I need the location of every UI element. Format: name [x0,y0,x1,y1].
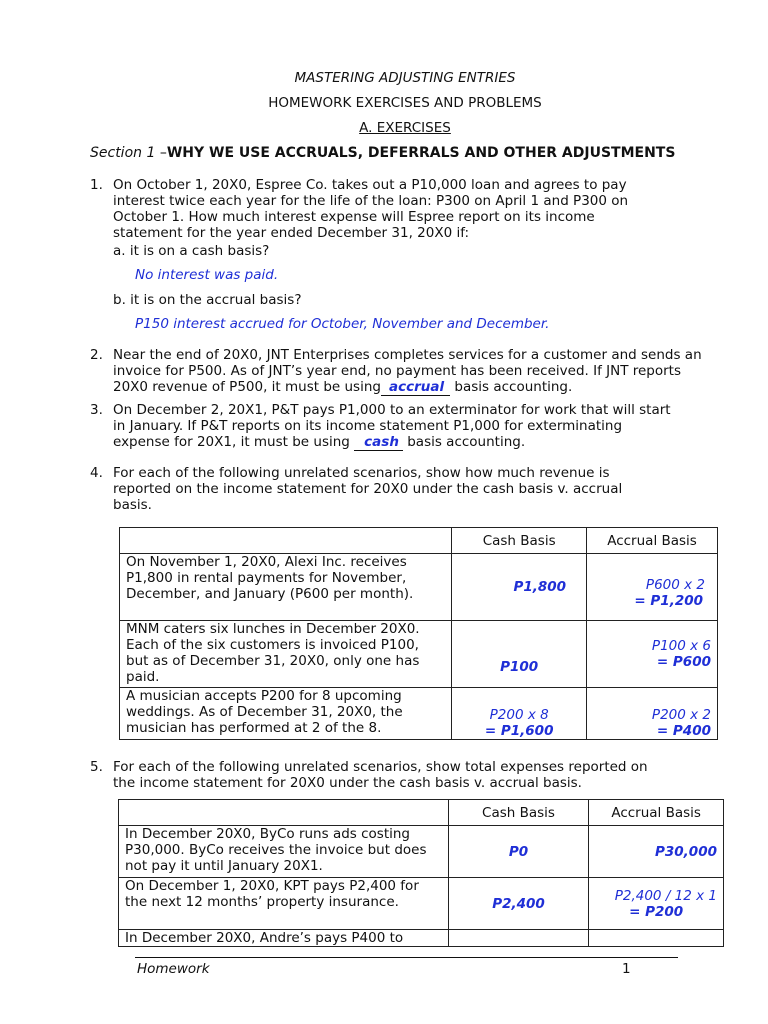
document-title: MASTERING ADJUSTING ENTRIES [294,70,516,86]
cash-cell: P100 [452,621,587,688]
q5-number: 5. [90,759,103,775]
document-subtitle: HOMEWORK EXERCISES AND PROBLEMS [268,95,542,111]
cash-cell [452,688,587,740]
cash-cell [448,930,589,947]
section-label: Section 1 [90,145,156,161]
q2-answer: accrual [381,379,450,396]
accrual-cell [589,878,724,930]
q3-number: 3. [90,402,103,418]
accrual-calc: P600 x 2 [645,577,705,593]
scenario-cell: On November 1, 20X0, Alexi Inc. receives P1,800 in rental payments for November, December, and January (P600 per month). [120,554,452,621]
footer-divider [135,957,678,958]
table-header-scenario [120,528,452,554]
q3-text-before: On December 2, 20X1, P&T pays P1,000 to an exterminator for work that will start in January. If P&T reports on its income statement P1,000 for exterminating expense for 20X1, it must be using [113,402,671,450]
table-header-accrual: Accrual Basis [587,528,718,554]
q5-text: For each of the following unrelated scenarios, show total expenses reported on the income statement for 20X0 under the cash basis v. accrual basis. [113,759,648,791]
q2-text-after: basis accounting. [454,379,573,395]
q1-part-a: a. it is on a cash basis? [113,243,270,259]
table-header-row [120,528,718,554]
q1-text: On October 1, 20X0, Espree Co. takes out a P10,000 loan and agrees to pay interest twice each year for the life of the loan: P300 on April 1 and P300 on October 1. How much interest expense will Espree report on its income statement for the year ended December 31, 20X0 if: [113,177,629,241]
q1-number: 1. [90,177,103,193]
accrual-calc: P100 x 6 [651,638,711,654]
q1-answer-b: P150 interest accrued for October, November and December. [135,316,550,332]
scenario-cell: MNM caters six lunches in December 20X0. Each of the six customers is invoiced P100, but as of December 31, 20X0, only one has paid. [120,621,452,688]
table-header-accrual: Accrual Basis [589,800,724,826]
accrual-result: = P400 [656,723,711,739]
accrual-result: = P600 [656,654,711,670]
accrual-cell [587,621,718,688]
accrual-cell [587,688,718,740]
cash-cell: P2,400 [448,878,589,930]
accrual-result: = P200 [629,903,684,920]
table-row [120,688,718,740]
table-row [120,554,718,621]
q2-number: 2. [90,347,103,363]
q4-number: 4. [90,465,103,481]
scenario-cell: In December 20X0, ByCo runs ads costing P30,000. ByCo receives the invoice but does not pay it until January 20X1. [119,826,449,878]
expense-table [118,799,724,947]
scenario-cell: On December 1, 20X0, KPT pays P2,400 for the next 12 months’ property insurance. [119,878,449,930]
part-heading: A. EXERCISES [359,120,451,136]
accrual-calc: P2,400 / 12 x 1 [614,887,717,904]
q3-text-after: basis accounting. [407,434,526,450]
table-header-scenario [119,800,449,826]
q1-answer-a: No interest was paid. [135,267,279,283]
cash-calc: P200 x 8 [489,707,549,723]
accrual-result: = P1,200 [634,593,703,609]
q1-part-b: b. it is on the accrual basis? [113,292,302,308]
q4-text: For each of the following unrelated scenarios, show how much revenue is reported on the income statement for 20X0 under the cash basis v. accrual basis. [113,465,623,513]
q3-answer: cash [354,434,403,451]
table-row [119,826,724,878]
section-title: WHY WE USE ACCRUALS, DEFERRALS AND OTHER ADJUSTMENTS [166,145,676,161]
section-dash: – [155,145,167,161]
cash-cell: P0 [448,826,589,878]
table-header-cash: Cash Basis [448,800,589,826]
q2-text [113,347,703,396]
page-number: 1 [622,961,631,977]
revenue-table [119,527,718,740]
table-row [120,621,718,688]
accrual-cell [587,554,718,621]
q2-text-before: Near the end of 20X0, JNT Enterprises completes services for a customer and sends an invoice for P500. As of JNT’s year end, no payment has been received. If JNT reports 20X0 revenue of P500, it must be using [113,347,702,395]
footer-label: Homework [137,961,210,977]
cash-cell: P1,800 [452,554,587,621]
table-row [119,930,724,947]
q3-text [113,402,683,451]
scenario-cell: In December 20X0, Andre’s pays P400 to [119,930,449,947]
accrual-cell: P30,000 [589,826,724,878]
accrual-calc: P200 x 2 [651,707,711,723]
table-header-row [119,800,724,826]
scenario-cell: A musician accepts P200 for 8 upcoming weddings. As of December 31, 20X0, the musician has performed at 2 of the 8. [120,688,452,740]
section-heading [90,145,675,161]
accrual-cell [589,930,724,947]
cash-result: = P1,600 [484,723,554,739]
table-row [119,878,724,930]
table-header-cash: Cash Basis [452,528,587,554]
